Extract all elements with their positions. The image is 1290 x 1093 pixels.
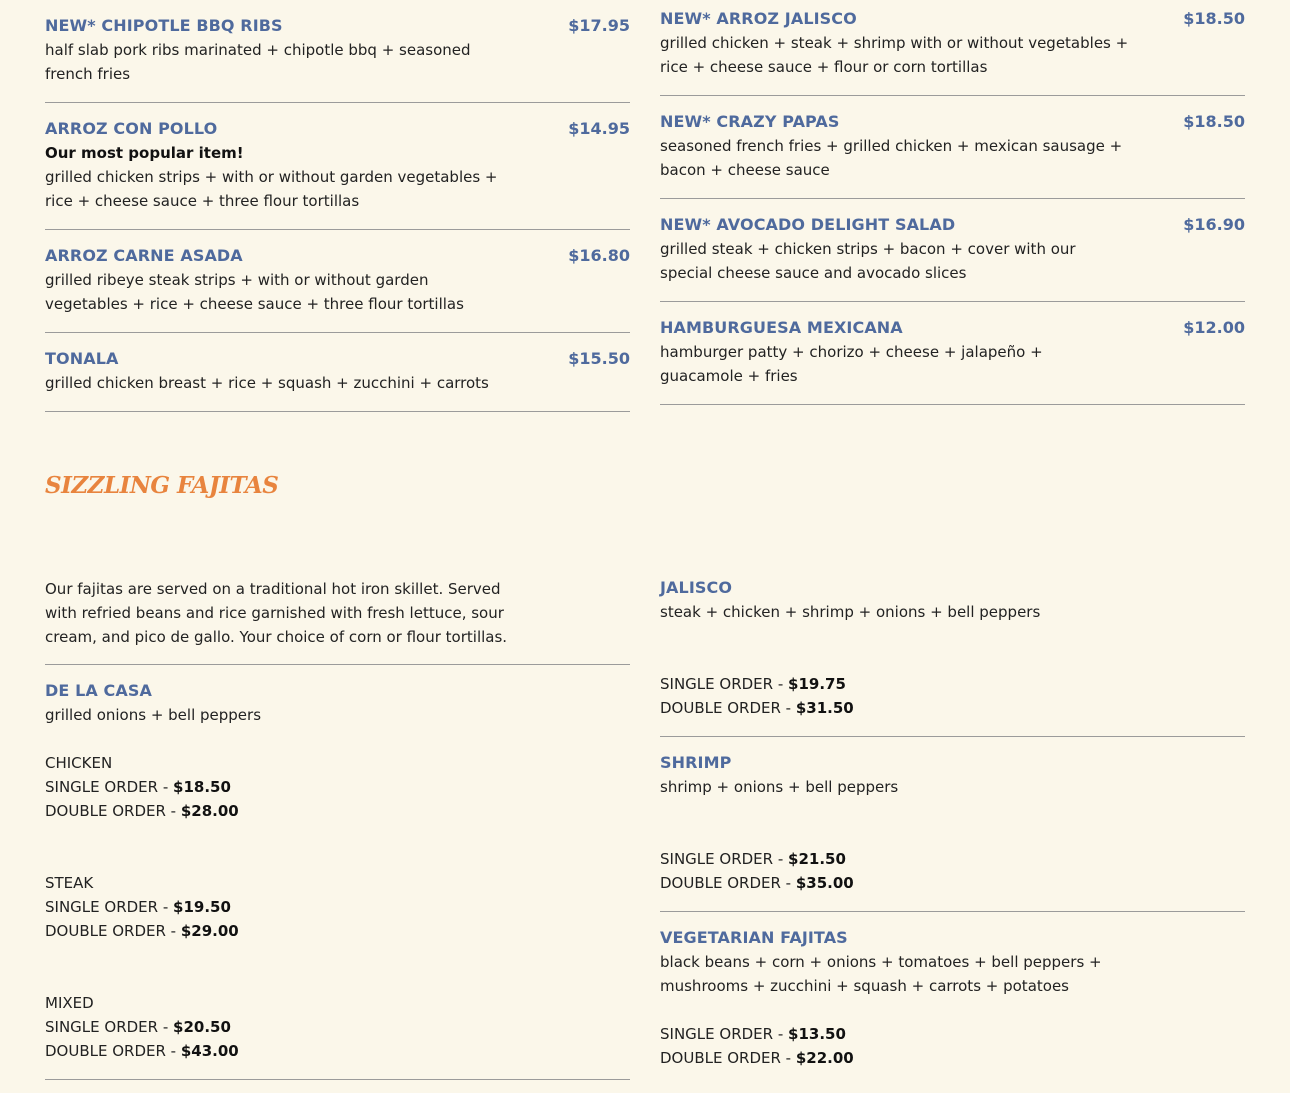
menu-item-name: NEW* CRAZY PAPAS [660,112,840,131]
menu-item-header [660,213,1245,237]
menu-item-description: half slab pork ribs marinated + chipotle bbq + seasoned french fries [45,41,471,83]
menu-item-header [45,679,630,703]
mixed-single-order: SINGLE ORDER - $20.50 [45,1018,231,1036]
menu-item-header [660,316,1245,340]
chicken-double-order: DOUBLE ORDER - $28.00 [45,802,239,820]
menu-item-description: grilled chicken strips + with or without garden vegetables + rice + cheese sauce + three flour tortillas [45,168,498,210]
double-order: DOUBLE ORDER - $31.50 [660,699,854,717]
menu-item-name: ARROZ CARNE ASADA [45,246,243,265]
menu-item [660,7,1245,96]
menu-item-description: grilled ribeye steak strips + with or without garden vegetables + rice + cheese sauce + three flour tortillas [45,271,464,313]
fajita-shrimp [660,751,1245,912]
menu-item [660,316,1245,405]
menu-item-description: grilled chicken + steak + shrimp with or without vegetables + rice + cheese sauce + flour or corn tortillas [660,34,1129,76]
menu-item-header [660,110,1245,134]
menu-item-price: $16.80 [568,246,630,265]
menu-item-price: $18.50 [1183,112,1245,131]
menu-item-description: seasoned french fries + grilled chicken + mexican sausage + bacon + cheese sauce [660,137,1123,179]
menu-item-name: TONALA [45,349,119,368]
menu-item [660,110,1245,199]
menu-item-name: NEW* ARROZ JALISCO [660,9,857,28]
menu-item-description: grilled steak + chicken strips + bacon + cover with our special cheese sauce and avocado slices [660,240,1076,282]
fajita-vegetarian [660,926,1245,1070]
menu-item-price: $15.50 [568,349,630,368]
menu-item-name: JALISCO [660,578,733,597]
single-order: SINGLE ORDER - $19.75 [660,675,846,693]
menu-item-description: grilled chicken breast + rice + squash + zucchini + carrots [45,374,489,392]
menu-item-description: shrimp + onions + bell peppers [660,778,899,796]
menu-item-description: grilled onions + bell peppers [45,706,262,724]
double-order: DOUBLE ORDER - $22.00 [660,1049,854,1067]
menu-item-name: NEW* AVOCADO DELIGHT SALAD [660,215,956,234]
menu-item-description: black beans + corn + onions + tomatoes + bell peppers + mushrooms + zucchini + squash + carrots + potatoes [660,953,1102,995]
menu-item-price: $18.50 [1183,9,1245,28]
menu-item-description: steak + chicken + shrimp + onions + bell peppers [660,603,1041,621]
mixed-label: MIXED [45,994,94,1012]
menu-item-name: ARROZ CON POLLO [45,119,218,138]
chicken-single-order: SINGLE ORDER - $18.50 [45,778,231,796]
single-order: SINGLE ORDER - $21.50 [660,850,846,868]
menu-item-note: Our most popular item! [45,144,244,162]
menu-item-header [660,7,1245,31]
fajita-de-la-casa [45,679,630,1080]
menu-item [45,14,630,103]
menu-item [45,347,630,412]
menu-item-header [45,244,630,268]
menu-item-name: NEW* CHIPOTLE BBQ RIBS [45,16,283,35]
chicken-label: CHICKEN [45,754,113,772]
section-title-sizzling-fajitas: SIZZLING FAJITAS [45,472,279,499]
menu-item-header [660,751,1245,775]
steak-label: STEAK [45,874,94,892]
menu-item [660,213,1245,302]
menu-item-header [660,576,1245,600]
fajitas-intro [45,577,630,665]
mixed-double-order: DOUBLE ORDER - $43.00 [45,1042,239,1060]
menu-item-name: DE LA CASA [45,681,152,700]
menu-item-price: $12.00 [1183,318,1245,337]
single-order: SINGLE ORDER - $13.50 [660,1025,846,1043]
menu-item-price: $14.95 [568,119,630,138]
menu-item-name: VEGETARIAN FAJITAS [660,928,848,947]
menu-item-header [45,347,630,371]
menu-item-name: HAMBURGUESA MEXICANA [660,318,903,337]
fajita-jalisco [660,576,1245,737]
double-order: DOUBLE ORDER - $35.00 [660,874,854,892]
menu-item-description: hamburger patty + chorizo + cheese + jalapeño + guacamole + fries [660,343,1043,385]
menu-item [45,117,630,230]
menu-item [45,244,630,333]
steak-double-order: DOUBLE ORDER - $29.00 [45,922,239,940]
menu-item-name: SHRIMP [660,753,732,772]
menu-item-price: $17.95 [568,16,630,35]
menu-item-price: $16.90 [1183,215,1245,234]
menu-item-header [45,14,630,38]
menu-item-header [660,926,1245,950]
menu-item-header [45,117,630,141]
fajitas-intro-text: Our fajitas are served on a traditional hot iron skillet. Served with refried beans and rice garnished with fresh lettuce, sour cream, and pico de gallo. Your choice of corn or flour tortillas. [45,580,508,646]
steak-single-order: SINGLE ORDER - $19.50 [45,898,231,916]
